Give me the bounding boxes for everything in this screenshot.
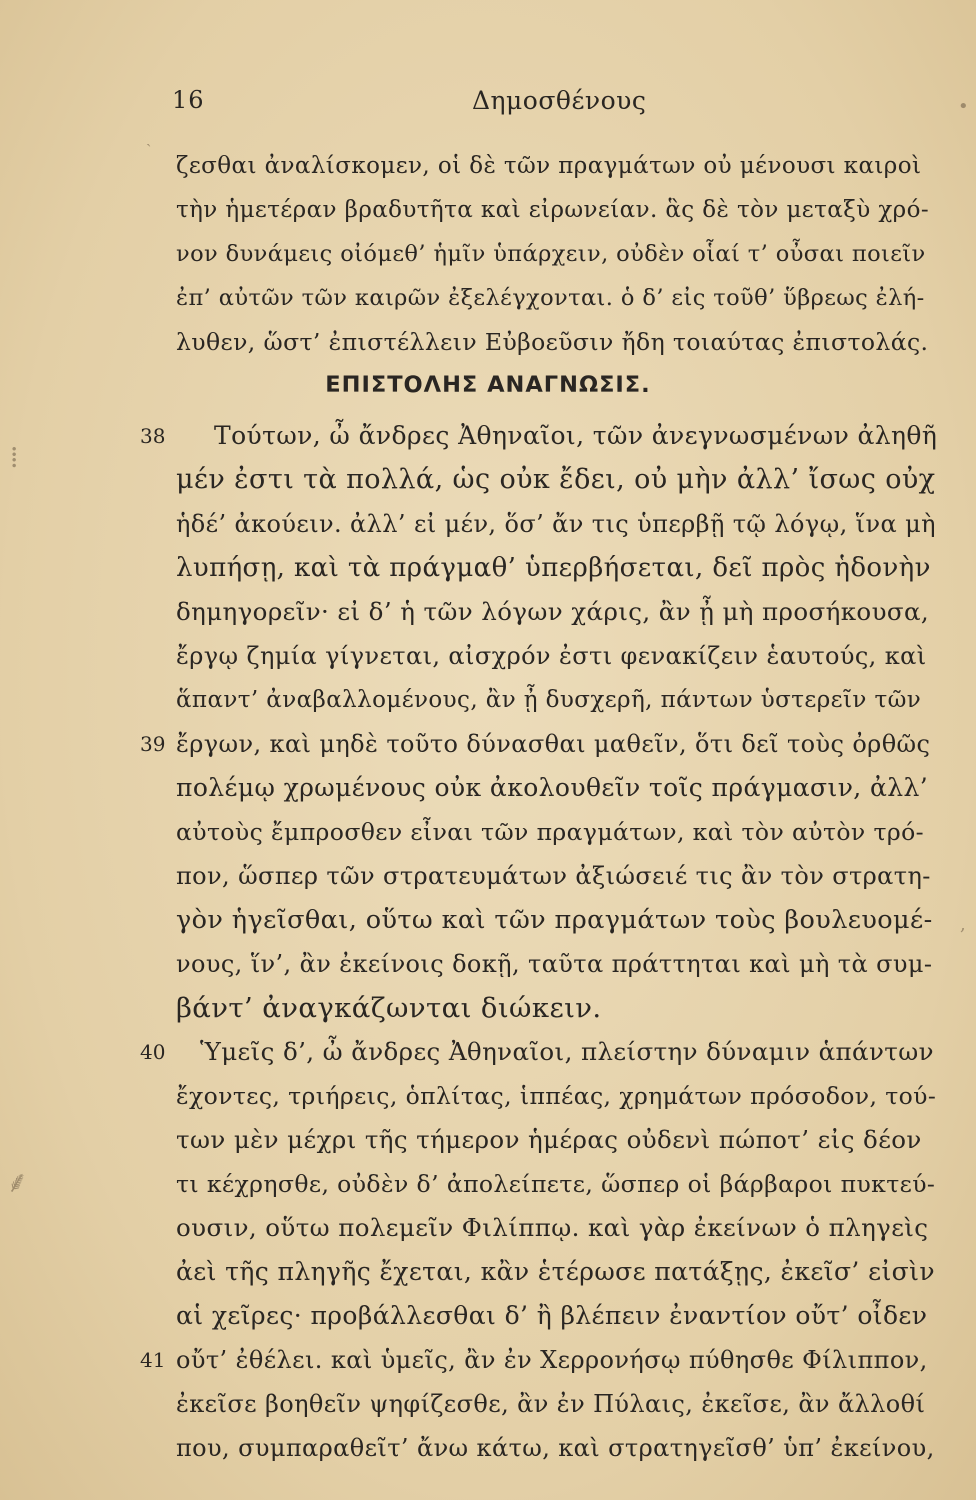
margin-comma-mark: , — [960, 914, 966, 935]
text-line: δημηγορεῖν· εἰ δ’ ἡ τῶν λόγων χάρις, ἂν ᾖ μὴ προσήκουσα, — [176, 597, 930, 626]
running-title: Δημοσθένους — [472, 86, 647, 115]
text-line: τὴν ἡμετέραν βραδυτῆτα καὶ εἰρωνείαν. ἃς δὲ τὸν μεταξὺ χρό- — [176, 197, 930, 223]
text-line: ἔργων, καὶ μηδὲ τοῦτο δύνασθαι μαθεῖν, ὅτι δεῖ τοὺς ὀρθῶς — [176, 730, 931, 758]
text-line: των μὲν μέχρι τῆς τήμερον ἡμέρας οὐδενὶ πώποτ’ εἰς δέον — [176, 1125, 922, 1154]
margin-stain-mark: ⁞ — [10, 440, 19, 475]
margin-tick-mark: ˏ — [146, 128, 152, 147]
text-line: οὔτ’ ἐθέλει. καὶ ὑμεῖς, ἂν ἐν Χερρονήσῳ πύθησθε Φίλιππον, — [176, 1346, 928, 1374]
margin-stain-mark: ⸙ — [6, 1165, 29, 1200]
text-line: Τούτων, ὦ ἄνδρες Ἀθηναῖοι, τῶν ἀνεγνωσμένων ἀληθῆ — [214, 421, 938, 450]
text-line: πολέμῳ χρωμένους οὐκ ἀκολουθεῖν τοῖς πράγμασιν, ἀλλ’ — [176, 773, 929, 802]
text-line: νον δυνάμεις οἰόμεθ’ ἡμῖν ὑπάρχειν, οὐδὲν οἷαί τ’ οὖσαι ποιεῖν — [176, 241, 926, 267]
running-head — [0, 86, 976, 126]
paragraph-number: 41 — [140, 1348, 166, 1372]
text-line: ἔργῳ ζημία γίγνεται, αἰσχρόν ἐστι φενακίζειν ἑαυτούς, καὶ — [176, 642, 927, 670]
text-line: ζεσθαι ἀναλίσκομεν, οἱ δὲ τῶν πραγμάτων οὐ μένουσι καιροὶ — [176, 153, 922, 179]
paragraph-number: 38 — [140, 424, 166, 448]
text-line: ἅπαντ’ ἀναβαλλομένους, ἂν ᾖ δυσχερῆ, πάντων ὑστερεῖν τῶν — [176, 687, 922, 713]
text-line: αὐτοὺς ἔμπροσθεν εἶναι τῶν πραγμάτων, καὶ τὸν αὐτὸν τρό- — [176, 818, 924, 846]
text-line: ἡδέ’ ἀκούειν. ἀλλ’ εἰ μέν, ὅσ’ ἄν τις ὑπερβῇ τῷ λόγῳ, ἵνα μὴ — [176, 510, 936, 538]
text-line: βάντ’ ἀναγκάζωνται διώκειν. — [176, 992, 602, 1024]
paragraph-number: 39 — [140, 732, 166, 756]
text-line: που, συμπαραθεῖτ’ ἄνω κάτω, καὶ στρατηγεῖσθ’ ὑπ’ ἐκείνου, — [176, 1434, 935, 1462]
text-line: αἱ χεῖρες· προβάλλεσθαι δ’ ἢ βλέπειν ἐναντίον οὔτ’ οἶδεν — [176, 1301, 928, 1330]
margin-dot-mark: • — [958, 96, 969, 117]
page-number: 16 — [172, 86, 205, 114]
text-line: ἐκεῖσε βοηθεῖν ψηφίζεσθε, ἂν ἐν Πύλαις, ἐκεῖσε, ἂν ἄλλοθί — [176, 1390, 926, 1418]
text-line: τι κέχρησθε, οὐδὲν δ’ ἀπολείπετε, ὥσπερ οἱ βάρβαροι πυκτεύ- — [176, 1170, 936, 1198]
text-line: ουσιν, οὕτω πολεμεῖν Φιλίππῳ. καὶ γὰρ ἐκείνων ὁ πληγεὶς — [176, 1213, 929, 1242]
text-line: ἐπ’ αὐτῶν τῶν καιρῶν ἐξελέγχονται. ὁ δ’ εἰς τοῦθ’ ὕβρεως ἐλή- — [176, 285, 925, 311]
text-line: λυθεν, ὥστ’ ἐπιστέλλειν Εὐβοεῦσιν ἤδη τοιαύτας ἐπιστολάς. — [176, 328, 929, 356]
paragraph-number: 40 — [140, 1040, 166, 1064]
text-line: πον, ὥσπερ τῶν στρατευμάτων ἀξιώσειέ τις ἂν τὸν στρατη- — [176, 862, 931, 890]
text-line: ἔχοντες, τριήρεις, ὁπλίτας, ἱππέας, χρημάτων πρόσοδον, τού- — [176, 1082, 937, 1110]
text-line: Ὑμεῖς δ’, ὦ ἄνδρες Ἀθηναῖοι, πλείστην δύναμιν ἁπάντων — [200, 1037, 934, 1066]
text-line: νους, ἵν’, ἂν ἐκείνοις δοκῇ, ταῦτα πράττηται καὶ μὴ τὰ συμ- — [176, 950, 933, 978]
text-line: μέν ἐστι τὰ πολλά, ὡς οὐκ ἔδει, οὐ μὴν ἀλλ’ ἴσως οὐχ — [176, 464, 936, 495]
text-line: ἀεὶ τῆς πληγῆς ἔχεται, κἂν ἑτέρωσε πατάξῃς, ἐκεῖσ’ εἰσὶν — [176, 1257, 935, 1286]
text-line: λυπήσῃ, καὶ τὰ πράγμαθ’ ὑπερβήσεται, δεῖ πρὸς ἡδονὴν — [176, 553, 931, 583]
text-line: γὸν ἡγεῖσθαι, οὕτω καὶ τῶν πραγμάτων τοὺς βουλευομέ- — [176, 905, 933, 935]
section-heading: ΕΠΙΣΤΟΛΗΣ ΑΝΑΓΝΩΣΙΣ. — [325, 372, 651, 398]
